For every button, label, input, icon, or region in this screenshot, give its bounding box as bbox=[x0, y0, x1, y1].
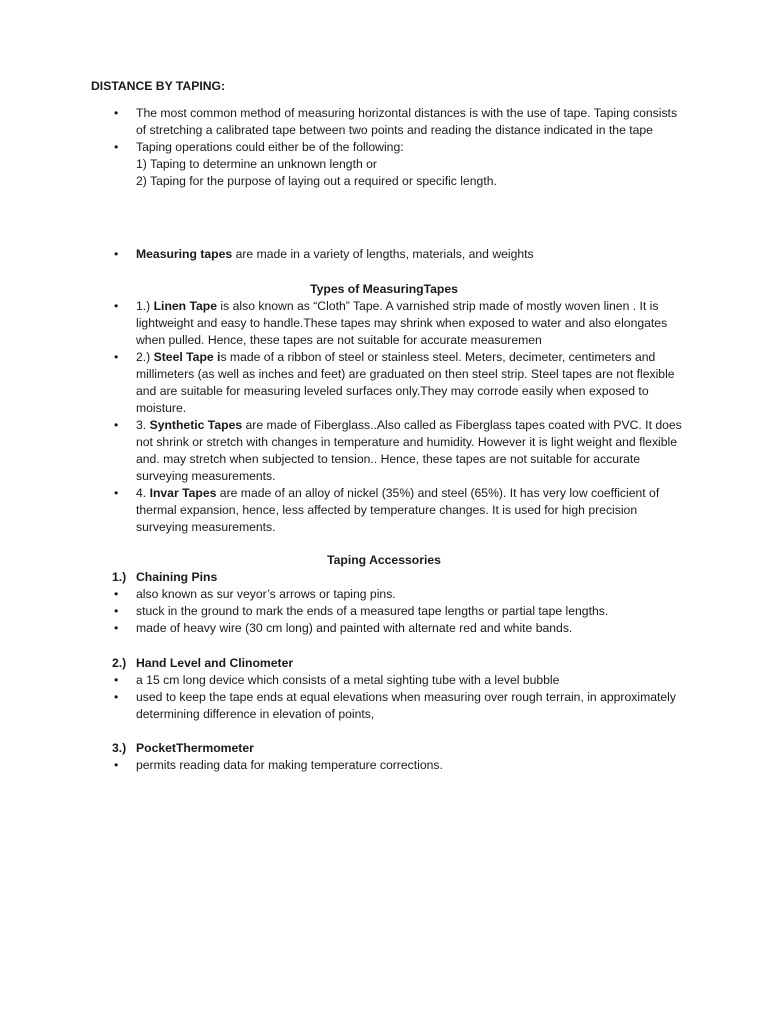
accessory-number: 1.) bbox=[112, 570, 127, 584]
chaining-pins-list bbox=[0, 586, 768, 637]
tape-type-number: 4. bbox=[136, 486, 150, 500]
bullet-text: made of heavy wire (30 cm long) and painted with alternate red and white bands. bbox=[136, 621, 573, 635]
list-item bbox=[0, 349, 768, 417]
measuring-tapes-term: Measuring tapes bbox=[136, 247, 233, 261]
tape-type-term: Steel Tape i bbox=[153, 350, 221, 364]
list-item bbox=[0, 757, 768, 774]
list-item bbox=[0, 485, 768, 536]
document-title: DISTANCE BY TAPING: bbox=[91, 79, 226, 93]
tape-type-term: Invar Tapes bbox=[149, 486, 217, 500]
accessory-title: Chaining Pins bbox=[136, 570, 218, 584]
tape-type-term: Linen Tape bbox=[153, 299, 218, 313]
bullet-text: also known as sur veyor’s arrows or taping pins. bbox=[136, 587, 396, 601]
measuring-tapes-list bbox=[0, 246, 768, 263]
bullet-text: stuck in the ground to mark the ends of a measured tape lengths or partial tape lengths. bbox=[136, 604, 609, 618]
accessory-number: 3.) bbox=[112, 741, 127, 755]
tape-type-term: Synthetic Tapes bbox=[149, 418, 243, 432]
accessory-heading-hand-level bbox=[112, 655, 293, 672]
list-item bbox=[0, 417, 768, 485]
hand-level-list bbox=[0, 672, 768, 723]
list-item bbox=[0, 603, 768, 620]
measuring-tapes-text: are made in a variety of lengths, materials, and weights bbox=[232, 247, 534, 261]
bullet-text: used to keep the tape ends at equal elevations when measuring over rough terrain, in approximately determining difference in elevation of points, bbox=[136, 690, 676, 721]
list-item bbox=[0, 298, 768, 349]
list-item bbox=[0, 105, 768, 139]
tape-type-text: s made of a ribbon of steel or stainless steel. Meters, decimeter, centimeters and millimeters (as well as inches and feet) are graduated on then steel strip. Steel tapes are not flexible and are suitable for measuring leveled surfaces only.They may corrode easily when exposed to moisture. bbox=[136, 350, 675, 415]
bullet-text: a 15 cm long device which consists of a metal sighting tube with a level bubble bbox=[136, 673, 560, 687]
accessory-number: 2.) bbox=[112, 656, 127, 670]
intro-bullet-1-text: The most common method of measuring horizontal distances is with the use of tape. Taping consists of stretching a calibrated tape between two points and reading the distance indicated in the tape bbox=[136, 106, 678, 137]
accessories-heading: Taping Accessories bbox=[327, 553, 441, 567]
intro-bullet-2-line-3: 2) Taping for the purpose of laying out a required or specific length. bbox=[136, 174, 497, 188]
intro-list bbox=[0, 105, 768, 190]
list-item bbox=[0, 672, 768, 689]
tape-type-text: are made of Fiberglass..Also called as Fiberglass tapes coated with PVC. It does not shrink or stretch with changes in temperature and humidity. However it is light weight and flexible and. may stretch when subjected to tension.. Hence, these tapes are not suitable for accurate surveying measurements. bbox=[136, 418, 682, 483]
tape-types-list bbox=[0, 298, 768, 536]
accessory-title: PocketThermometer bbox=[136, 741, 254, 755]
tape-type-number: 1.) bbox=[136, 299, 154, 313]
list-item bbox=[0, 139, 768, 190]
tape-type-number: 2.) bbox=[136, 350, 154, 364]
list-item bbox=[0, 586, 768, 603]
tape-type-text: is also known as “Cloth” Tape. A varnished strip made of mostly woven linen . It is lightweight and easy to handle.These tapes may shrink when exposed to water and also elongates when pulled. Hence, these tapes are not suitable for accurate measuremen bbox=[136, 299, 668, 347]
bullet-text: permits reading data for making temperature corrections. bbox=[136, 758, 443, 772]
types-heading: Types of MeasuringTapes bbox=[310, 282, 458, 296]
tape-type-text: are made of an alloy of nickel (35%) and steel (65%). It has very low coefficient of thermal expansion, hence, less affected by temperature changes. It is used for high precision surveying measurements. bbox=[136, 486, 660, 534]
accessory-heading-thermometer bbox=[112, 740, 254, 757]
thermometer-list bbox=[0, 757, 768, 774]
tape-type-number: 3. bbox=[136, 418, 150, 432]
accessory-heading-chaining-pins bbox=[112, 569, 217, 586]
intro-bullet-2-line-2: 1) Taping to determine an unknown length or bbox=[136, 157, 377, 171]
accessory-title: Hand Level and Clinometer bbox=[136, 656, 294, 670]
list-item bbox=[0, 620, 768, 637]
list-item bbox=[0, 689, 768, 723]
list-item bbox=[0, 246, 768, 263]
intro-bullet-2-line-1: • Taping operations could either be of the following: bbox=[136, 140, 404, 154]
